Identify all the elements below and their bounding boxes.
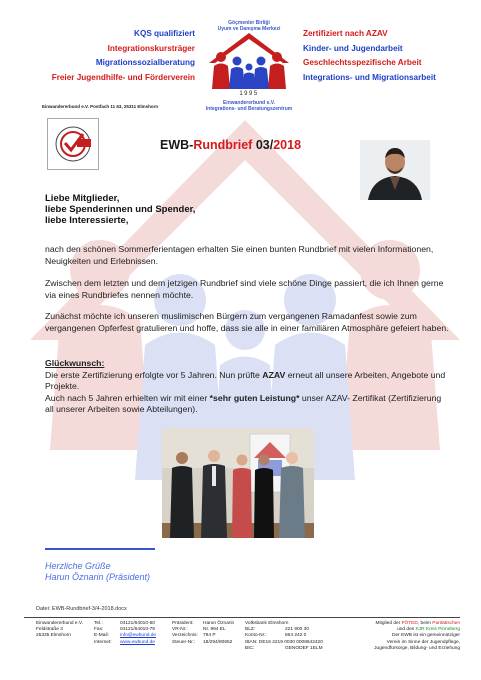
footer-bank-values — [285, 621, 323, 652]
signoff-line: Harun Öznarin (Präsident) — [45, 572, 151, 582]
paritaetischen-link[interactable]: Paritätischen — [432, 621, 460, 626]
footer-text: Der EWB ist ein gemeinnütziger — [392, 633, 460, 639]
footer-text: 794 P — [203, 633, 216, 639]
logo-figures-icon — [209, 33, 289, 91]
footer-text: BIC: — [245, 645, 255, 651]
greeting-line: liebe Spenderinnen und Spender, — [45, 204, 196, 216]
header-left-line: Integrationskursträger — [107, 43, 195, 53]
greeting — [45, 193, 195, 227]
footer-text: 18/294/80652 — [203, 639, 233, 645]
title-part: Rundbrief — [193, 138, 253, 152]
footer-text: 864 242 0 — [285, 633, 307, 639]
footer-text: Harun Öznarin — [203, 621, 235, 626]
newsletter-title — [160, 138, 301, 152]
signoff-line: Herzliche Grüße — [45, 561, 111, 571]
website-link[interactable]: www.ewbund.de — [120, 639, 155, 645]
footer-text: Feldstraße 3 — [36, 627, 63, 633]
seal-icon — [48, 119, 98, 169]
footer-text: und des — [397, 627, 416, 633]
azav-bold: AZAV — [262, 369, 286, 380]
footer-text: 25335 Elmshorn — [36, 633, 71, 639]
footer-text: 221 900 30 — [285, 627, 310, 633]
header-left-line: KQS qualifiziert — [134, 29, 195, 38]
footer-text: GENODEF 1ELM — [285, 645, 323, 651]
header-right-line: Zertifiziert nach AZAV — [303, 29, 388, 38]
certification-seal-image — [47, 118, 99, 170]
footer-text: Verzeichnis: — [172, 633, 198, 639]
paragraph-intro: nach den schönen Sommerferientagen erhalten Sie einen bunten Rundbrief mit vielen Informationen, Neuigkeiten und Erlebnissen. — [45, 244, 434, 266]
footer-text: VR-Nr.: — [172, 627, 188, 633]
text-span: unser AZAV- Zertifikat (Zertifizierung all unserer Arbeiten sowie Abteilungen). — [45, 392, 442, 415]
header-right-line: Geschlechtsspezifische Arbeit — [303, 58, 422, 68]
footer-text: , beim — [417, 621, 433, 626]
footer-text: Konto-Nr.: — [245, 633, 267, 639]
foted-link[interactable]: FÖTED — [401, 621, 418, 626]
logo-top-line-1: Göçmenler Birliği — [228, 20, 270, 26]
footer-text: Nr. 994 EL — [203, 627, 226, 633]
signoff — [45, 561, 150, 583]
greeting-line: Liebe Mitglieder, — [45, 193, 120, 204]
header-left-line: Freier Jugendhilfe- und Förderverein — [51, 72, 195, 82]
president-portrait-photo — [360, 140, 430, 200]
footer-text: Einwandererbund e.V. — [36, 621, 84, 626]
greeting-line: liebe Interessierte, — [45, 215, 129, 227]
footer-text: Volksbank Elmshorn — [245, 621, 289, 626]
title-part: EWB- — [160, 138, 194, 152]
logo-top-line-2: Uyum ve Danışma Merkezi — [217, 26, 281, 32]
logo-name-line-2: Integrations- und Beratungszentrum — [205, 106, 293, 112]
header-qualifications-left — [20, 27, 195, 85]
header-left-line: Migrationssozialberatung — [95, 58, 195, 68]
footer-text: Tel.: — [94, 621, 103, 626]
footer-text: Fax: — [94, 627, 104, 633]
logo-year: 1995 — [239, 91, 259, 97]
paragraph-events: Zwischen dem letzten und dem jetzigen Rundbrief sind viele schöne Dinge passiert, die ich Ihnen gerne via eines Rundbriefes nennen möchte. — [45, 278, 444, 300]
section-congratulations — [45, 358, 450, 416]
footer-text: Mitglied der — [375, 621, 402, 626]
footer-text: 04121/64010-79 — [120, 627, 155, 633]
header-right-line: Kinder- und Jugendarbeit — [303, 43, 403, 53]
footer-membership — [338, 621, 460, 652]
logo-name — [203, 100, 295, 112]
kjr-link[interactable]: KJR Kreis Pinneberg — [415, 627, 460, 633]
file-name: Datei: EWB-Rundbrief-3/4-2018.docx — [36, 606, 127, 612]
paragraph-certification — [45, 370, 450, 393]
title-part: 2018 — [273, 138, 302, 152]
paragraph-greetings: Zunächst möchte ich unseren muslimischen Bürgern zum vergangenen Ramadanfest sowie zum vergangenen Opferfest gratulieren und hoffe, dass sie alle in einer familiären Atmosphäre gefeiert haben. — [45, 311, 449, 333]
footer-divider — [24, 617, 460, 618]
footer-text: Internet: — [94, 639, 112, 645]
text-span: Die erste Zertifizierung erfolgte vor 5 Jahren. Nun prüfte — [45, 369, 263, 380]
paragraph-result — [45, 393, 450, 416]
footer-registry-labels — [172, 621, 198, 646]
header-certifications-right — [303, 27, 478, 85]
footer-text: Steuer-Nr.: — [172, 639, 196, 645]
sender-address-line: Einwandererbund e.V. Postfach 11 63, 25311 Elmshorn — [42, 104, 159, 109]
footer-address — [36, 621, 83, 640]
section-heading: Glückwunsch: — [45, 358, 105, 368]
logo-name-line-1: Einwandererbund e.V. — [222, 100, 276, 106]
text-span: Auch nach 5 Jahren erhielten wir mit einer — [45, 392, 210, 403]
logo-top-text — [203, 20, 295, 32]
email-link[interactable]: info@ewbund.de — [120, 633, 157, 639]
footer-text: Verein im Sinne der Jugendpflege, — [386, 639, 460, 645]
text-span: erneut all unsere Arbeiten, Angebote und Projekte. — [45, 369, 446, 392]
footer-contact-labels — [94, 621, 112, 646]
signoff-divider — [45, 548, 155, 550]
footer-text: IBAN: DE16 2219 0030 0008642420 — [245, 639, 323, 645]
footer-text: 04121/64010-60 — [120, 621, 155, 626]
title-part: 03/ — [252, 138, 274, 152]
group-photo — [162, 428, 314, 538]
header-right-line: Integrations- und Migrationsarbeit — [303, 72, 436, 82]
rating-bold: *sehr guten Leistung* — [209, 392, 300, 403]
footer-text: BLZ: — [245, 627, 256, 633]
footer-text: Präsident: — [172, 621, 194, 626]
group-photo-illustration — [162, 428, 314, 538]
organization-logo — [203, 20, 295, 112]
footer-text: Jugendfürsorge, Bildung- und Erziehung — [374, 645, 460, 651]
footer-text: E-Mail: — [94, 633, 109, 639]
footer-registry-values — [203, 621, 234, 646]
footer-contact-values — [120, 621, 156, 646]
portrait-person-icon — [360, 140, 430, 200]
